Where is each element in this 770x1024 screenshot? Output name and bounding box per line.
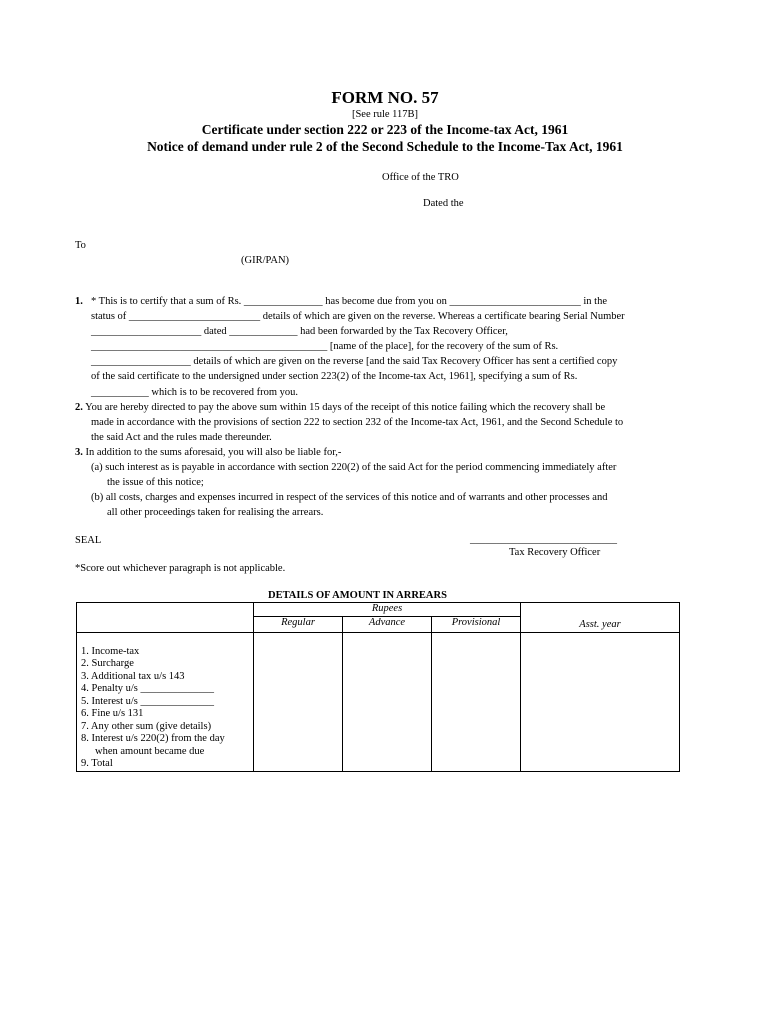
officer-title: Tax Recovery Officer: [509, 547, 601, 558]
sub-item-b-cont: all other proceedings taken for realising the arrears.: [107, 507, 324, 519]
certificate-title: Certificate under section 222 or 223 of the Income-tax Act, 1961: [201, 122, 569, 137]
notice-body: [75, 294, 695, 520]
paragraph-number: 1.: [75, 296, 83, 307]
list-item: 3. Additional tax u/s 143: [81, 670, 185, 682]
sub-item-a-cont: the issue of this notice;: [107, 477, 204, 489]
paragraph-number: 2.: [75, 401, 83, 413]
regular-header: Regular: [254, 616, 343, 632]
seal-label: SEAL: [75, 535, 102, 546]
notice-title: Notice of demand under rule 2 of the Second Schedule to the Income-Tax Act, 1961: [147, 139, 623, 154]
paragraph-1: [75, 294, 695, 400]
asst-year-cell[interactable]: [521, 632, 680, 771]
arrears-title: DETAILS OF AMOUNT IN ARREARS: [268, 590, 447, 601]
sub-item-a: (a) such interest as is payable in accordance with section 220(2) of the said Act for the period commencing immediately after: [91, 462, 617, 474]
signature-line: ____________________________: [470, 534, 617, 545]
paragraph-line: In addition to the sums aforesaid, you will also be liable for,-: [85, 446, 342, 458]
office-label: Office of the TRO: [382, 172, 459, 183]
paragraph-2: [75, 400, 695, 445]
list-item: 9. Total: [81, 758, 113, 769]
paragraph-line: ___________________ details of which are given on the reverse [and the said Tax Recovery Officer has sent a certified copy: [91, 356, 618, 368]
item-header-cell: [77, 603, 254, 633]
paragraph-line: * This is to certify that a sum of Rs. _______________ has become due from you on _________________________ in the: [91, 296, 608, 307]
item-list-cell: [77, 632, 254, 771]
paragraph-number: 3.: [75, 446, 83, 458]
paragraph-line: _____________________________________________ [name of the place], for the recovery of the sum of Rs.: [91, 341, 559, 353]
list-item: 6. Fine u/s 131: [81, 708, 144, 719]
paragraph-line: status of _________________________ details of which are given on the reverse. Whereas a certificate bearing Serial Number: [91, 311, 625, 323]
to-label: To: [75, 240, 86, 251]
list-item: 5. Interest u/s ______________: [81, 695, 214, 707]
advance-header: Advance: [343, 616, 432, 632]
list-item: 2. Surcharge: [81, 658, 134, 669]
asst-year-header: Asst. year: [521, 603, 680, 633]
list-item: 8. Interest u/s 220(2) from the day: [81, 733, 225, 744]
table-header-row: [77, 603, 680, 617]
provisional-header: Provisional: [432, 616, 521, 632]
list-item: when amount became due: [95, 745, 205, 757]
arrears-table: [76, 602, 680, 772]
form-number: FORM NO. 57: [331, 88, 439, 107]
paragraph-line: made in accordance with the provisions of section 222 to section 232 of the Income-tax Act, 1961, and the Second Schedule to: [91, 416, 624, 428]
list-item: 4. Penalty u/s ______________: [81, 683, 214, 694]
paragraph-line: the said Act and the rules made thereunder.: [91, 431, 272, 443]
table-row: [77, 632, 680, 771]
paragraph-line: _____________________ dated _____________ had been forwarded by the Tax Recovery Officer,: [91, 326, 508, 338]
paragraph-line: ___________ which is to be recovered from you.: [91, 386, 299, 398]
list-item: 7. Any other sum (give details): [81, 720, 212, 732]
sub-item-b: (b) all costs, charges and expenses incurred in respect of the services of this notice and of warrants and other processes and: [91, 492, 608, 504]
dated-label: Dated the: [423, 198, 464, 209]
rupees-header: Rupees: [254, 603, 521, 617]
paragraph-line: You are hereby directed to pay the above sum within 15 days of the receipt of this notice failing which the recovery shall be: [85, 401, 606, 413]
paragraph-3: [75, 445, 695, 520]
list-item: 1. Income-tax: [81, 645, 140, 657]
advance-amount-cell[interactable]: [343, 632, 432, 771]
paragraph-line: of the said certificate to the undersigned under section 223(2) of the Income-tax Act, 1961], specifying a sum of Rs.: [91, 371, 578, 383]
rule-reference: [See rule 117B]: [351, 109, 419, 120]
provisional-amount-cell[interactable]: [432, 632, 521, 771]
regular-amount-cell[interactable]: [254, 632, 343, 771]
footnote: *Score out whichever paragraph is not applicable.: [75, 563, 286, 574]
gir-pan-label: (GIR/PAN): [241, 255, 290, 266]
